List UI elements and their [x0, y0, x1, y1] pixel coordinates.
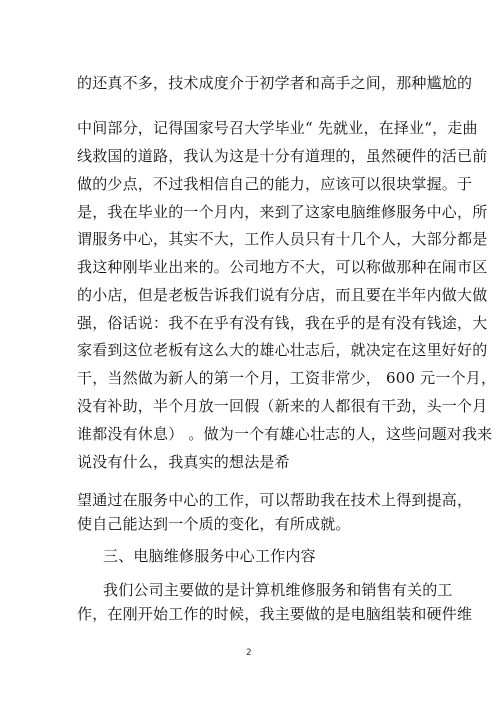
- page-number: 2: [246, 648, 252, 658]
- text-line: 说没有什么，我真实的想法是希: [77, 453, 290, 471]
- text-line: 的还真不多，技术成度介于初学者和高手之间，那种尴尬的: [77, 74, 473, 92]
- text-line: 我们公司主要做的是计算机维修服务和销售有关的工: [103, 581, 453, 599]
- text-line: 没有补助，半个月放一回假（新来的人都很有干劲，头一个月: [77, 397, 488, 415]
- text-line: 我这种刚毕业出来的。公司地方不大，可以称做那种在闹市区: [77, 258, 488, 276]
- text-line: 做的少点，不过我相信自己的能力，应该可以很块掌握。于: [77, 175, 473, 193]
- text-line: 线救国的道路，我认为这是十分有道理的，虽然硬件的活已前: [77, 147, 488, 165]
- text-line: 强，俗话说：我不在乎有没有钱，我在乎的是有没有钱途，大: [77, 314, 488, 332]
- text-line: 望通过在服务中心的工作，可以帮助我在技术上得到提高，: [77, 491, 473, 509]
- text-line: 的小店，但是老板告诉我们说有分店，而且要在半年内做大做: [77, 286, 488, 304]
- text-line: 中间部分，记得国家号召大学毕业“ 先就业，在择业“，走曲: [77, 119, 478, 137]
- section-heading: 三、电脑维修服务中心工作内容: [103, 547, 316, 565]
- text-line: 作，在刚开始工作的时候，我主要做的是电脑组装和硬件维: [77, 605, 473, 623]
- text-line: 谓服务中心，其实不大，工作人员只有十几个人，大部分都是: [77, 230, 488, 248]
- text-line: 使自己能达到一个质的变化，有所成就。: [77, 515, 351, 533]
- text-line: 干，当然做为新人的第一个月，工资非常少， 600 元一个月，: [77, 369, 497, 387]
- text-line: 谁都没有休息） 。做为一个有雄心壮志的人，这些问题对我来: [77, 425, 493, 443]
- text-line: 家看到这位老板有这么大的雄心壮志后，就决定在这里好好的: [77, 341, 488, 359]
- text-line: 是，我在毕业的一个月内，来到了这家电脑维修服务中心，所: [77, 203, 488, 221]
